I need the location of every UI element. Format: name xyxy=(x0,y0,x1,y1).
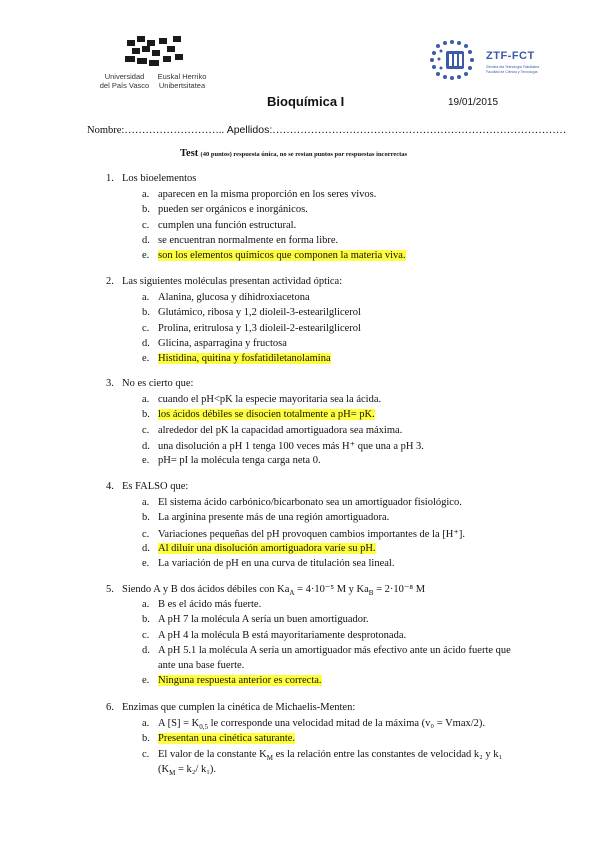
option-text: se encuentran normalmente en forma libre. xyxy=(158,234,339,246)
option-text: son los elementos químicos que componen la materia viva. xyxy=(158,250,406,261)
option-letter: d. xyxy=(142,234,150,246)
option-text: Ninguna respuesta anterior es correcta. xyxy=(158,675,322,687)
option-d xyxy=(142,338,287,349)
option-text: Variaciones pequeñas del pH provoquen cambios importantes de la [H⁺]. xyxy=(158,528,466,540)
option-a xyxy=(142,718,485,731)
option-text: Al diluir una disolución amortiguadora varíe su pH. xyxy=(158,542,376,554)
option-c xyxy=(142,323,361,334)
upv-logo xyxy=(95,34,215,94)
question-text: Las siguientes moléculas presentan actividad óptica: xyxy=(122,276,343,287)
option-e xyxy=(142,250,406,261)
name-line xyxy=(87,124,566,136)
option-letter: a. xyxy=(142,718,150,730)
question-number: 2. xyxy=(106,276,114,287)
ztf-logo-text: ZTF-FCT xyxy=(486,50,535,62)
option-text: Alanina, glucosa y dihidroxiacetona xyxy=(158,292,310,304)
option-letter: b. xyxy=(142,733,150,745)
option-text: A $[S] = K_{0,5}$ le corresponde una velocidad mitad de la máxima (v₀ = Vmax/2). xyxy=(158,718,486,732)
ztf-dotted-globe-icon xyxy=(428,38,482,82)
option-a xyxy=(142,189,376,200)
option-b xyxy=(142,307,361,318)
option-d xyxy=(142,235,338,246)
upv-emblem-icon xyxy=(123,34,193,70)
option-b xyxy=(142,512,389,523)
option-text: pueden ser orgánicos e inorgánicos. xyxy=(158,204,308,216)
option-text: B es el ácido más fuerte. xyxy=(158,599,262,611)
question-text: No es cierto que: xyxy=(122,378,194,389)
option-text: El sistema ácido carbónico/bicarbonato sea un amortiguador fisiológico. xyxy=(158,497,462,509)
option-letter: c. xyxy=(142,629,150,641)
question-4 xyxy=(106,481,188,492)
option-letter: a. xyxy=(142,497,150,509)
ztf-logo xyxy=(428,38,548,88)
option-letter: c. xyxy=(142,528,150,540)
question-number: 5. xyxy=(106,584,114,595)
test-label: Test xyxy=(180,148,199,159)
test-rules: (40 puntos) respuesta única, no se restan puntos por respuestas incorrectas xyxy=(200,151,408,158)
option-e xyxy=(142,558,394,569)
option-text: aparecen en la misma proporción en los seres vivos. xyxy=(158,189,377,201)
option-e xyxy=(142,455,321,466)
question-6 xyxy=(106,702,355,713)
upv-name-es: Universidad del País Vasco xyxy=(99,72,150,90)
option-text: Glicina, asparragina y fructosa xyxy=(158,337,287,349)
option-a xyxy=(142,292,310,303)
question-number: 6. xyxy=(106,702,114,713)
option-letter: c. xyxy=(142,748,150,760)
option-e xyxy=(142,675,322,686)
option-text: Glutámico, ribosa y 1,2 dioleil-3-estearilglicerol xyxy=(158,307,361,319)
option-text: La variación de pH en una curva de titulación sea lineal. xyxy=(158,558,395,569)
test-instructions xyxy=(180,148,407,159)
option-letter: d. xyxy=(142,337,150,349)
option-letter: b. xyxy=(142,204,150,216)
question-number: 3. xyxy=(106,378,114,389)
option-letter: a. xyxy=(142,189,150,201)
option-letter: d. xyxy=(142,644,150,656)
option-letter: e. xyxy=(142,250,150,261)
question-text: Siendo A y B dos ácidos débiles con $Ka_A = 4\cdot 10^{-5}$ M y $Ka_B = 2\cdot 10^{-8}$ M xyxy=(122,584,426,598)
option-letter: e. xyxy=(142,558,150,569)
option-text: A pH 7 la molécula A sería un buen amortiguador. xyxy=(158,614,369,626)
question-3 xyxy=(106,378,193,389)
option-letter: b. xyxy=(142,614,150,626)
option-text: A pH 4 la molécula B está mayoritariamente desprotonada. xyxy=(158,629,407,641)
option-letter: c. xyxy=(142,219,150,231)
exam-date: 19/01/2015 xyxy=(448,97,499,108)
question-number: 1. xyxy=(106,173,114,184)
option-text: una disolución a pH 1 tenga 100 veces más H⁺ que una a pH 3. xyxy=(158,440,424,452)
option-d xyxy=(142,543,376,554)
option-b xyxy=(142,204,308,215)
option-letter: e. xyxy=(142,353,150,364)
option-letter: c. xyxy=(142,424,150,436)
option-letter: e. xyxy=(142,675,150,687)
question-text: Enzimas que cumplen la cinética de Michaelis-Menten: xyxy=(122,702,356,713)
option-text: los ácidos débiles se disocien totalmente a pH= pK. xyxy=(158,409,375,421)
option-text: Presentan una cinética saturante. xyxy=(158,733,296,745)
page-title: Bioquímica I xyxy=(267,94,345,109)
option-text: cuando el pH<pK la especie mayoritaria sea la ácida. xyxy=(158,394,382,406)
option-b xyxy=(142,733,295,744)
option-text: Prolina, eritrulosa y 1,3 dioleil-2-estearilglicerol xyxy=(158,322,361,334)
option-text: pH= pI la molécula tenga carga neta 0. xyxy=(158,455,321,466)
question-1 xyxy=(106,173,196,184)
option-d xyxy=(142,440,424,452)
question-5 xyxy=(106,583,425,597)
option-letter: c. xyxy=(142,322,150,334)
question-text: Es FALSO que: xyxy=(122,481,189,492)
ztf-logo-subtext: Zientzia eta Teknologia Fakultatea Facultad de Ciencia y Tecnología xyxy=(486,65,540,74)
option-a xyxy=(142,394,381,405)
option-c xyxy=(142,749,502,762)
option-a xyxy=(142,599,261,610)
option-letter: a. xyxy=(142,599,150,611)
apellidos-dots: ………………………………………………………………………… xyxy=(272,125,567,136)
option-d xyxy=(142,645,511,656)
option-c xyxy=(142,425,402,436)
option-text: A pH 5.1 la molécula A sería un amortiguador más efectivo ante un ácido fuerte que xyxy=(158,644,511,656)
option-letter: b. xyxy=(142,307,150,319)
apellidos-label: Apellidos: xyxy=(226,124,273,136)
option-e xyxy=(142,353,331,364)
upv-name-eu: Euskal Herriko Unibertsitatea xyxy=(157,72,207,90)
option-text-continued: ante una base fuerte. xyxy=(158,660,245,671)
option-text-continued: ($K_M = k_2/$ k₁). xyxy=(158,763,216,777)
option-letter: d. xyxy=(142,440,150,452)
option-text: La arginina presente más de una región amortiguadora. xyxy=(158,512,390,524)
nombre-label: Nombre:……………………….. xyxy=(87,125,225,136)
option-b xyxy=(142,409,375,420)
option-letter: b. xyxy=(142,512,150,524)
question-2 xyxy=(106,276,342,287)
option-text: alrededor del pK la capacidad amortiguadora sea máxima. xyxy=(158,424,403,436)
option-text: Histidina, quitina y fosfatidiletanolamina xyxy=(158,353,331,364)
option-c xyxy=(142,528,465,540)
option-letter: e. xyxy=(142,455,150,466)
option-letter: d. xyxy=(142,542,150,554)
option-b xyxy=(142,614,369,625)
option-text: cumplen una función estructural. xyxy=(158,219,297,231)
option-letter: a. xyxy=(142,394,150,406)
option-c xyxy=(142,630,406,641)
question-text: Los bioelementos xyxy=(122,173,197,184)
option-letter: b. xyxy=(142,409,150,421)
option-text: El valor de la constante $K_M$ es la relación entre las constantes de velocidad k₂ y k₁ xyxy=(158,748,503,762)
question-number: 4. xyxy=(106,481,114,492)
option-a xyxy=(142,497,462,508)
option-letter: a. xyxy=(142,292,150,304)
option-c xyxy=(142,220,296,231)
